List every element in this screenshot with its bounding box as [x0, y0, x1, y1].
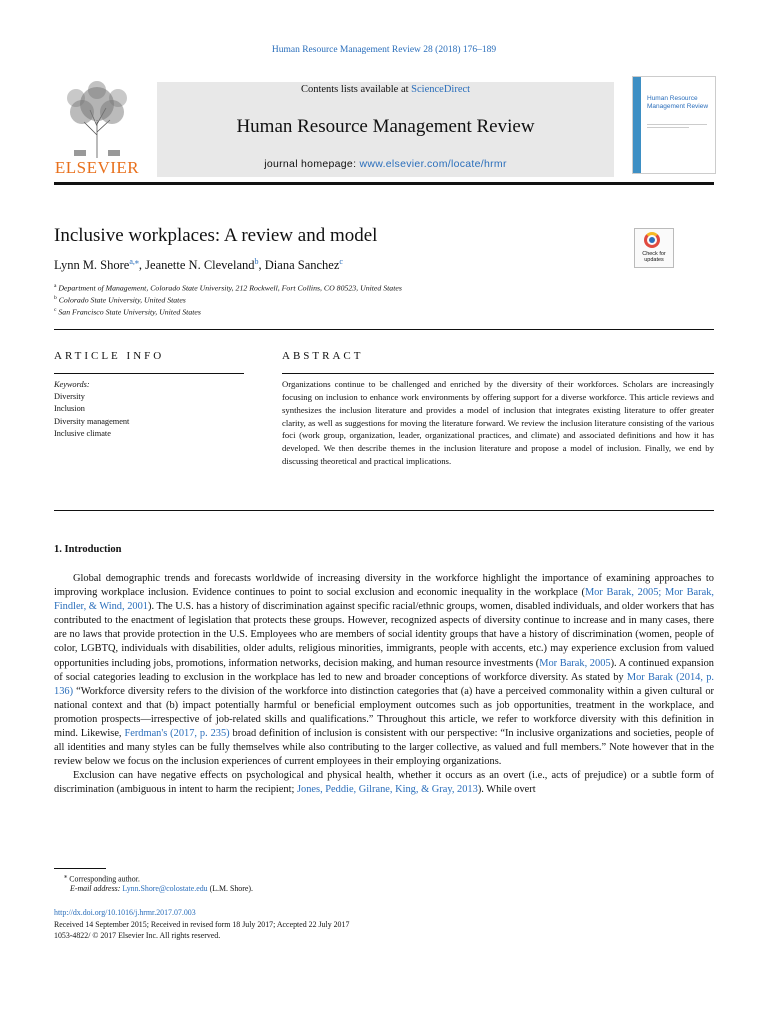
- body-text-run: broad definition of inclusion is consistent with our perspective: “In inclusive organizations and societies, people of all identities and many styles can be fully themselves while also contributing to the larger collective, as valued and full members.” Note however that in the review below we focus on the inclusion experiences of current employees in their employing organizations.: [54, 728, 715, 768]
- citation-link[interactable]: Mor Barak, 2005; Mor Barak, Findler, & Wind, 2001: [54, 587, 714, 613]
- cover-stripe: [633, 77, 641, 173]
- abstract-heading: ABSTRACT: [282, 350, 364, 362]
- affiliation-mark: b: [54, 295, 57, 301]
- footnote-rule: [54, 868, 106, 869]
- section-title: 1. Introduction: [54, 544, 122, 555]
- article-info-rule: [54, 373, 244, 374]
- body-text-run: ). While overt: [477, 784, 536, 796]
- keywords-block: [54, 379, 129, 440]
- journal-masthead: [54, 80, 714, 180]
- affiliation-text: Department of Management, Colorado State University, 212 Rockwell, Fort Collins, CO 80523, United States: [58, 283, 402, 293]
- contents-prefix: Contents lists available at: [300, 84, 412, 95]
- email-note: [70, 884, 253, 893]
- contents-line: [157, 84, 614, 95]
- author-name: Lynn M. Shore: [54, 258, 130, 273]
- keywords-label: Keywords:: [54, 380, 90, 389]
- affiliation-rule: [54, 329, 714, 330]
- copyright-line: 1053-4822/ © 2017 Elsevier Inc. All rights reserved.: [54, 931, 221, 940]
- homepage-prefix: journal homepage:: [264, 158, 360, 170]
- body-text-run: Exclusion can have negative effects on psychological and physical health, whether it occurs as an overt (i.e., acts of prejudice) or a subtle form of discrimination (ambiguous in intent to harm the recipient;: [54, 770, 714, 796]
- elsevier-tree-logo: [54, 80, 140, 176]
- author-name: Jeanette N. Cleveland: [145, 258, 255, 273]
- email-label: E-mail address:: [70, 884, 123, 893]
- crossmark-label: Check for updates: [642, 251, 666, 263]
- paragraph: [54, 572, 714, 769]
- homepage-link[interactable]: www.elsevier.com/locate/hrmr: [359, 158, 507, 170]
- keyword-item: Inclusion: [54, 404, 85, 414]
- body-text-run: ). A continued expansion of social categories leading to exclusion in the workplace has led to new and broader conceptions of workforce diversity. As stated by: [54, 657, 715, 683]
- journal-citation-link[interactable]: Human Resource Management Review 28 (2018) 176–189: [271, 45, 497, 55]
- journal-banner: [157, 82, 614, 177]
- cover-fine-print: [647, 123, 707, 130]
- citation-link[interactable]: Mor Barak, 2005: [539, 657, 611, 669]
- received-dates: Received 14 September 2015; Received in revised form 18 July 2017; Accepted 22 July 2017: [54, 919, 350, 929]
- author-name: Diana Sanchez: [264, 258, 340, 273]
- body-text-run: ). The U.S. has a history of discrimination against specific racial/ethnic groups, women, disabled individuals, and older workers that has contributed to the enactment of legislation that protects these groups. However, recognized aspects of diversity continue to increase and in many cases, there are no laws that provide protection in the U.S. Employees who are members of social identity groups that have a history of discrimination (women, people of color, LGBTQ, individuals with disabilities, older adults, religious minorities, immigrants, people with accents, etc.) may experience exclusion from valued opportunities including jobs, promotions, information networks, decision making, and human resource investments (: [54, 601, 714, 669]
- cover-title: Human Resource Management Review: [647, 95, 709, 110]
- abstract-text: Organizations continue to be challenged and enriched by the diversity of their workforces. Scholars are increasingly focusing on inclusion to enhance work environments by offering support for a diverse workforce. This article reviews and synthesizes the inclusion literature and provides a model of inclusion that integrates existing literature to offer greater clarity, as well as suggestions for moving the literature forward. We review the inclusion literature consisting of the various foci (work group, organization, leader, organizational practices, and climate) and associated definitions and how it has developed. We then describe themes in the inclusion literature and propose a model of inclusion. Finally, we end by discussing theoretical and practical implications.: [282, 379, 714, 467]
- affiliation: [54, 307, 201, 317]
- abstract-bottom-rule: [54, 510, 714, 511]
- journal-title: Human Resource Management Review: [236, 116, 535, 137]
- body-text: [54, 572, 714, 798]
- abstract-rule: [282, 373, 714, 374]
- homepage-line: [157, 158, 614, 170]
- doi-link[interactable]: http://dx.doi.org/10.1016/j.hrmr.2017.07.003: [54, 908, 196, 917]
- crossmark-dot-icon: [649, 237, 655, 243]
- author-affiliation-mark[interactable]: a,⁎: [129, 257, 139, 266]
- check-for-updates-badge[interactable]: [634, 228, 674, 268]
- body-text-run: “Workforce diversity refers to the division of the workforce into distinction categories that (a) have a perceived commonality within a given cultural or national context and that (b) impact potentially harmful or beneficial employment outcomes such as job opportunities, treatment in the workplace, and promotion prospects—irrespective of job-related skills and qualifications.” Throughout this article, we refer to workforce diversity with this definition in mind. Likewise,: [54, 685, 714, 740]
- affiliation-text: San Francisco State University, United States: [58, 307, 201, 317]
- author-affiliation-mark[interactable]: c: [339, 257, 343, 266]
- author-list: Lynn M. Shore$^{a,⁎}$, Jeanette N. Cleveland$^b$, Diana Sanchez$^c$: [54, 257, 343, 273]
- corresponding-mark: ⁎: [64, 873, 68, 880]
- author-affiliation-mark[interactable]: b: [254, 257, 259, 266]
- email-link[interactable]: Lynn.Shore@colostate.edu: [122, 884, 208, 893]
- affiliation: [54, 283, 402, 293]
- affiliation-mark: a: [54, 283, 57, 289]
- article-footer: [54, 907, 349, 942]
- body-text-run: Global demographic trends and forecasts worldwide of increasing diversity in the workforce highlight the importance of examining approaches to improving workplace inclusion. Evidence continues to point to social exclusion and economic inequality in the workplace (: [54, 573, 714, 599]
- paragraph: [54, 769, 714, 797]
- citation-link[interactable]: Ferdman's (2017, p. 235): [124, 728, 230, 740]
- article-title: Inclusive workplaces: A review and model: [54, 225, 378, 246]
- keyword-item: Inclusive climate: [54, 428, 111, 438]
- keyword-item: Diversity: [54, 392, 85, 402]
- affiliation-mark: c: [54, 307, 57, 313]
- sciencedirect-link[interactable]: ScienceDirect: [411, 84, 471, 95]
- corresponding-author-note: [64, 872, 140, 884]
- elsevier-wordmark: ELSEVIER: [54, 158, 140, 177]
- affiliation-text: Colorado State University, United States: [58, 295, 186, 305]
- keyword-item: Diversity management: [54, 416, 130, 426]
- journal-cover-thumbnail[interactable]: [632, 76, 716, 174]
- masthead-rule: [54, 182, 714, 185]
- citation-link[interactable]: Mor Barak (2014, p. 136): [54, 671, 714, 697]
- email-suffix: (L.M. Shore).: [207, 884, 253, 893]
- affiliation: [54, 295, 186, 305]
- citation-link[interactable]: Jones, Peddie, Gilrane, King, & Gray, 2013: [296, 784, 478, 796]
- article-info-heading: ARTICLE INFO: [54, 350, 165, 362]
- corresponding-text: Corresponding author.: [67, 874, 140, 884]
